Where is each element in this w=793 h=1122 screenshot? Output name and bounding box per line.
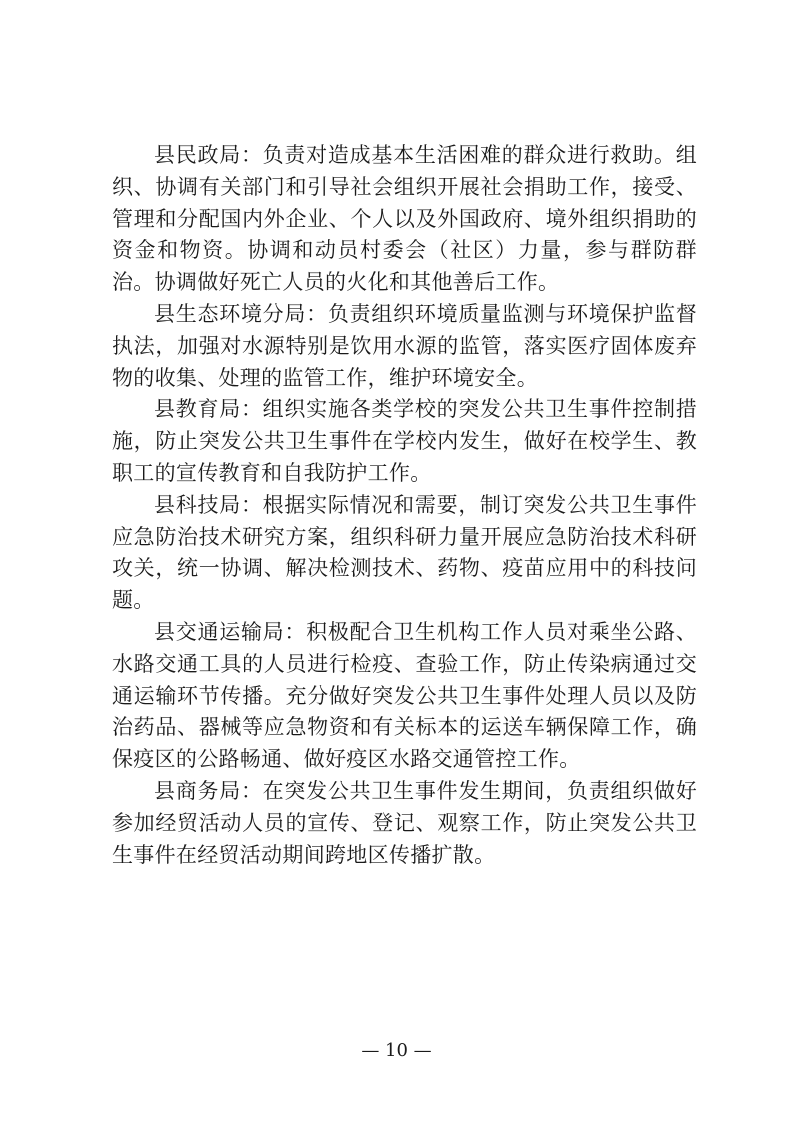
paragraph-education: 县教育局：组织实施各类学校的突发公共卫生事件控制措施，防止突发公共卫生事件在学校内发生，做好在校学生、教职工的宣传教育和自我防护工作。 bbox=[112, 397, 697, 485]
paragraph-commerce: 县商务局：在突发公共卫生事件发生期间，负责组织做好参加经贸活动人员的宣传、登记、观察工作，防止突发公共卫生事件在经贸活动期间跨地区传播扩散。 bbox=[112, 778, 697, 867]
paragraph-science-technology: 县科技局：根据实际情况和需要，制订突发公共卫生事件应急防治技术研究方案，组织科研力量开展应急防治技术科研攻关，统一协调、解决检测技术、药物、疫苗应用中的科技问题。 bbox=[112, 492, 697, 613]
page-number: — 10 — bbox=[361, 1040, 432, 1061]
paragraph-civil-affairs: 县民政局：负责对造成基本生活困难的群众进行救助。组织、协调有关部门和引导社会组织开展社会捐助工作，接受、管理和分配国内外企业、个人以及外国政府、境外组织捐助的资金和物资。协调和动员村委会（社区）力量，参与群防群治。协调做好死亡人员的火化和其他善后工作。 bbox=[112, 143, 697, 295]
paragraph-transportation: 县交通运输局：积极配合卫生机构工作人员对乘坐公路、水路交通工具的人员进行检疫、查验工作，防止传染病通过交通运输环节传播。充分做好突发公共卫生事件处理人员以及防治药品、器械等应急物资和有关标本的运送车辆保障工作，确保疫区的公路畅通、做好疫区水路交通管控工作。 bbox=[112, 619, 697, 772]
document-body bbox=[112, 140, 697, 871]
paragraph-ecology-environment: 县生态环境分局：负责组织环境质量监测与环境保护监督执法，加强对水源特别是饮用水源的监管，落实医疗固体废弃物的收集、处理的监管工作，维护环境安全。 bbox=[112, 301, 697, 390]
